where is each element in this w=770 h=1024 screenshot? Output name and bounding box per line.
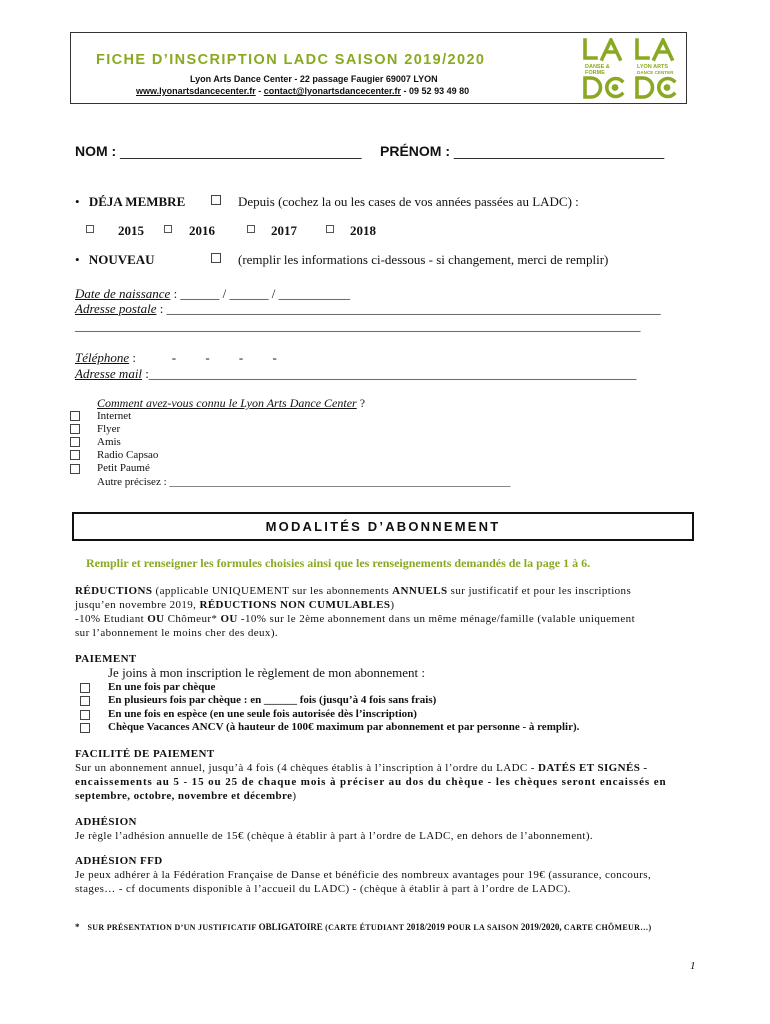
source-internet-label: Internet (97, 410, 132, 422)
reductions-line-1 (75, 584, 635, 598)
footnote-obligatoire: OBLIGATOIRE (258, 922, 323, 932)
email-field[interactable]: :___________________________________________________________________________ (142, 366, 637, 381)
footnote-text: SUR PRÉSENTATION D’UN JUSTIFICATIF (87, 923, 259, 932)
email-link[interactable]: contact@lyonartsdancecenter.fr (263, 86, 402, 96)
logo-letter-l1 (585, 40, 596, 58)
footnote-text: CARTE CHÔMEUR…) (561, 923, 652, 932)
logo-letter-d1 (585, 78, 601, 97)
source-internet-checkbox[interactable] (70, 411, 80, 421)
adhesion-text: Je règle l’adhésion annuelle de 15€ (chèque à établir à part à l’ordre de LADC, en dehors de l’abonnement). (75, 830, 594, 842)
logo-dot-2 (664, 84, 671, 91)
email-label: Adresse mail (75, 366, 143, 381)
year-2016-checkbox[interactable] (164, 225, 172, 233)
footnote-year: 2018/2019 (406, 922, 445, 932)
facilite-label: FACILITÉ DE PAIEMENT (75, 748, 215, 760)
modalites-instruction: Remplir et renseigner les formules choisies ainsi que les renseignements demandés de la page 1 à 6. (86, 556, 591, 570)
paiement-option-1-label: En une fois par chèque (108, 681, 216, 693)
facilite-dates-signes: DATÉS ET SIGNÉS - (538, 762, 648, 774)
year-2015-label: 2015 (118, 223, 144, 238)
email-row (75, 366, 636, 382)
paiement-option-2-checkbox[interactable] (80, 696, 90, 706)
prenom-label: PRÉNOM : (380, 143, 450, 159)
source-flyer-checkbox[interactable] (70, 424, 80, 434)
prenom-field[interactable]: ___________________________ (453, 143, 665, 159)
paiement-label: PAIEMENT (75, 653, 137, 665)
footnote-text: POUR LA SAISON (444, 923, 521, 932)
reductions-annuels: ANNUELS (392, 585, 448, 597)
facilite-line-3 (75, 789, 667, 803)
logo-letter-a2 (654, 40, 672, 59)
contact-line (136, 86, 469, 96)
adhesion-ffd-label: ADHÉSION FFD (75, 855, 163, 867)
year-2015-checkbox[interactable] (86, 225, 94, 233)
year-2018-checkbox[interactable] (326, 225, 334, 233)
paiement-option-3-label: En une fois en espèce (en une seule fois autorisée dès l’inscription) (108, 708, 417, 720)
nouveau-checkbox[interactable] (211, 253, 221, 263)
deja-membre-label: DÉJA MEMBRE (88, 194, 186, 209)
reductions-label: RÉDUCTIONS (75, 585, 153, 597)
birth-row (75, 286, 350, 302)
address-field[interactable]: : ____________________________________________________________________________ (156, 301, 661, 316)
paiement-intro: Je joins à mon inscription le règlement de mon abonnement : (108, 665, 425, 680)
adhesion-label: ADHÉSION (75, 816, 137, 828)
year-2018-label: 2018 (350, 223, 376, 238)
paiement-option-4-checkbox[interactable] (80, 723, 90, 733)
paiement-option-1-checkbox[interactable] (80, 683, 90, 693)
deja-membre-checkbox[interactable] (211, 195, 221, 205)
source-question (97, 396, 365, 411)
deja-membre-row (75, 194, 185, 210)
reductions-line-2 (75, 598, 635, 612)
facilite-months: septembre, octobre, novembre et décembre (75, 790, 293, 802)
bullet: • (75, 252, 80, 267)
year-2016-label: 2016 (189, 223, 215, 238)
footnote-text: (CARTE ÉTUDIANT (322, 923, 407, 932)
facilite-text: ) (292, 790, 297, 802)
page-number: 1 (690, 960, 696, 972)
paiement-option-4-label: Chèque Vacances ANCV (à hauteur de 100€ maximum par abonnement et par personne - à remplir). (108, 721, 580, 733)
source-flyer-label: Flyer (97, 423, 121, 435)
logo-letter-a1 (602, 40, 620, 59)
logo-sub-left-2: FORME (585, 70, 605, 76)
phone-row (75, 350, 277, 366)
bullet: • (75, 194, 80, 209)
source-amis-label: Amis (97, 436, 121, 448)
reductions-section (75, 584, 635, 640)
logo-svg (582, 38, 684, 100)
footnote-season: 2019/2020, (520, 922, 562, 932)
reductions-text: sur justificatif et pour les inscriptions (447, 585, 632, 597)
adhesion-ffd-section (75, 854, 651, 896)
logo-sub-right-1: LYON ARTS (637, 64, 669, 70)
birth-field[interactable]: : ______ / ______ / ___________ (170, 286, 351, 301)
facilite-line-1 (75, 761, 667, 775)
reductions-ou: OU (147, 613, 165, 625)
depuis-text: Depuis (cochez la ou les cases de vos années passées au LADC) : (238, 194, 579, 209)
nom-row (75, 143, 361, 159)
reductions-text: jusqu’en novembre 2019, (75, 599, 200, 611)
website-link[interactable]: www.lyonartsdancecenter.fr (136, 86, 256, 96)
footnote (75, 917, 651, 935)
reductions-text: Chômeur* (164, 613, 221, 625)
modalites-title: MODALITÉS D’ABONNEMENT (265, 519, 501, 534)
reductions-text: -10% sur le 2ème abonnement dans un même ménage/famille (valable uniquement (237, 613, 636, 625)
source-radio-checkbox[interactable] (70, 450, 80, 460)
phone-field[interactable]: : - - - - (129, 350, 277, 365)
logo-sub-right-2: DANCE CENTER (637, 70, 674, 75)
ladc-logo (582, 38, 684, 100)
source-petit-paume-checkbox[interactable] (70, 464, 80, 474)
source-question-text: Comment avez-vous connu le Lyon Arts Dance Center (97, 396, 357, 410)
facilite-text: Sur un abonnement annuel, jusqu’à 4 fois (4 chèques établis à l’inscription à l’ordre du LADC - (75, 762, 539, 774)
adhesion-section (75, 815, 593, 843)
source-amis-checkbox[interactable] (70, 437, 80, 447)
address-field-line2[interactable]: _______________________________________________________________________________________ (75, 318, 641, 333)
prenom-row (380, 143, 664, 159)
reductions-ou: OU (220, 613, 238, 625)
reductions-line-3 (75, 612, 635, 626)
phone-label: Téléphone (75, 350, 130, 365)
adhesion-ffd-line-1: Je peux adhérer à la Fédération Française de Danse et bénéficie des nombreux avantages pour 19€ (assurance, concours, (75, 869, 652, 881)
logo-letter-l2 (637, 40, 648, 58)
facilite-section (75, 747, 667, 803)
phone-text: - 09 52 93 49 80 (401, 86, 470, 96)
logo-sub-left-1: DANSE & (585, 64, 610, 70)
paiement-option-2-label: En plusieurs fois par chèque : en ______ fois (jusqu’à 4 fois sans frais) (108, 694, 437, 706)
reductions-line-4: sur l’abonnement le moins cher des deux). (75, 627, 279, 639)
logo-letter-d2 (637, 78, 653, 97)
address-label: Adresse postale (75, 301, 157, 316)
question-mark: ? (356, 396, 366, 410)
reductions-non-cumulables: RÉDUCTIONS NON CUMULABLES (199, 599, 391, 611)
paiement-option-3-checkbox[interactable] (80, 710, 90, 720)
address-line: Lyon Arts Dance Center - 22 passage Faugier 69007 LYON (190, 74, 438, 84)
source-petit-paume-label: Petit Paumé (97, 462, 150, 474)
source-radio-label: Radio Capsao (97, 449, 159, 461)
nouveau-row (75, 252, 155, 268)
nouveau-text: (remplir les informations ci-dessous - si changement, merci de remplir) (238, 252, 609, 267)
source-autre-field[interactable]: Autre précisez : ______________________________________________________________ (97, 476, 511, 488)
separator: - (255, 86, 264, 96)
year-2017-label: 2017 (271, 223, 297, 238)
nouveau-label: NOUVEAU (88, 252, 155, 267)
year-2017-checkbox[interactable] (247, 225, 255, 233)
birth-label: Date de naissance (75, 286, 171, 301)
page-title: FICHE D’INSCRIPTION LADC SAISON 2019/2020 (96, 52, 486, 68)
facilite-line-2: encaissements au 5 - 15 ou 25 de chaque mois à préciser au dos du chèque - les chèques seront encaissés en (75, 776, 667, 788)
reductions-text: -10% Etudiant (75, 613, 148, 625)
reductions-text: (applicable UNIQUEMENT sur les abonnements (152, 585, 393, 597)
nom-field[interactable]: _______________________________ (120, 143, 362, 159)
address-row (75, 301, 661, 317)
nom-label: NOM : (75, 143, 117, 159)
footnote-star: * (75, 922, 80, 932)
adhesion-ffd-line-2: stages… - cf documents disponible à l’accueil du LADC) - (chèque à établir à part à l’ordre de LADC). (75, 883, 571, 895)
reductions-text: ) (390, 599, 395, 611)
logo-dot-1 (612, 84, 619, 91)
